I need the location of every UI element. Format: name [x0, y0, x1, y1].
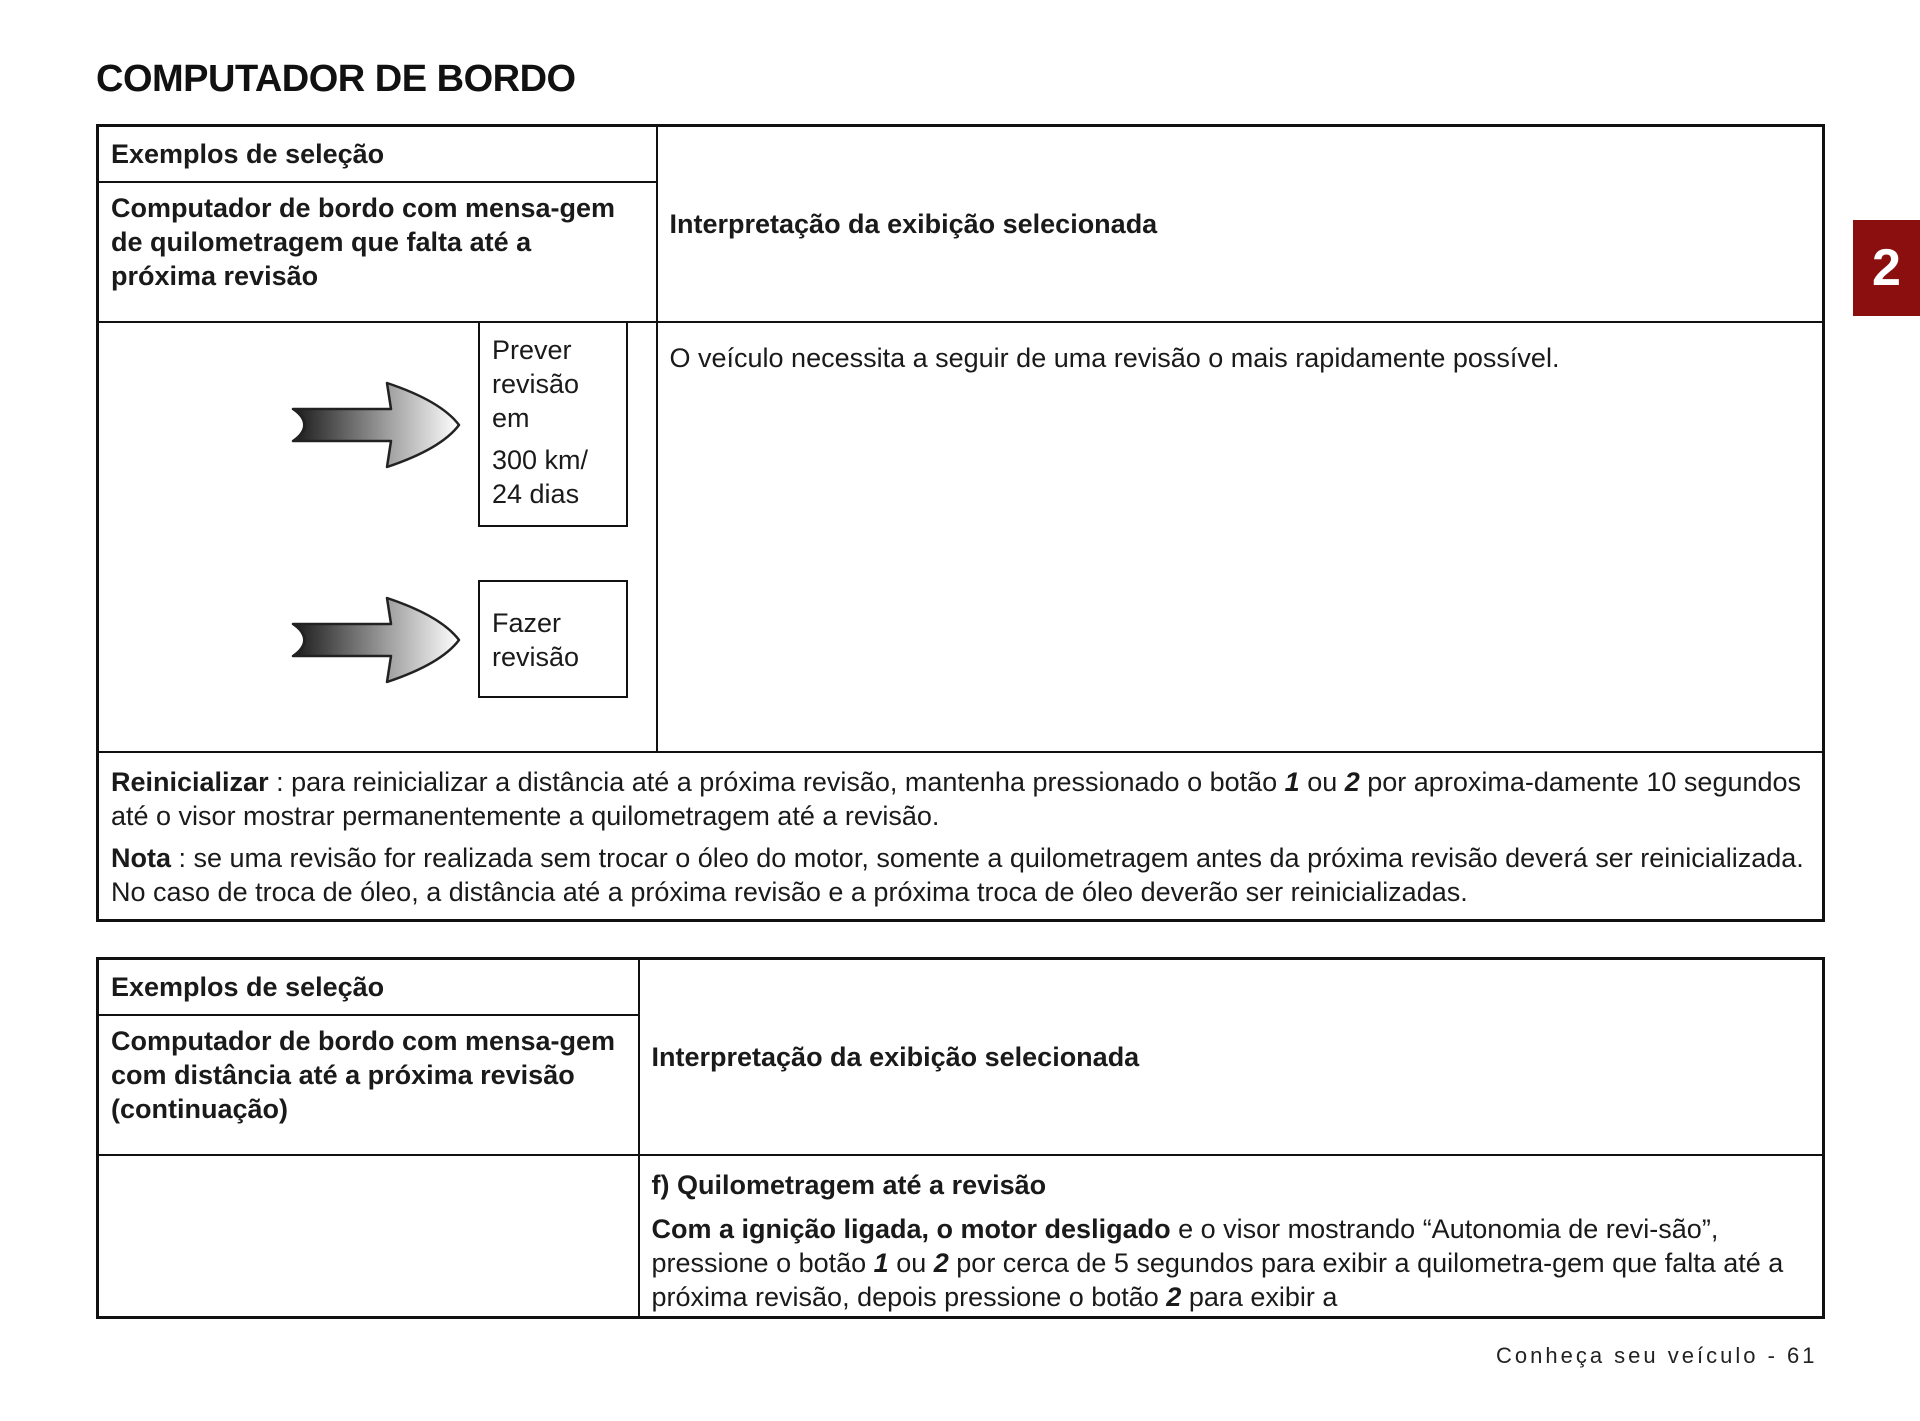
mileage-instructions: [652, 1212, 1811, 1314]
reset-paragraph: [111, 765, 1810, 833]
instr-text-1: e o visor mostrando “Autonomia de revi-são”, pressione o botão: [651, 1214, 1719, 1278]
button-ref-2b: 2: [1166, 1282, 1182, 1312]
display-examples-cell: [98, 322, 657, 752]
reset-text-2: por aproxima-damente 10 segundos até o visor mostrar permanentemente a quilometragem até a revisão.: [111, 767, 1802, 831]
button-ref-2: 2: [1344, 767, 1360, 797]
page-title: COMPUTADOR DE BORDO: [96, 58, 576, 100]
message-box-1-line1: Prever revisão em: [492, 335, 580, 433]
interpretation-text-cell: [657, 322, 1824, 752]
selection-header-cell: [98, 1015, 639, 1155]
selection-header: Computador de bordo com mensa-gem de quilometragem que falta até a próxima revisão: [111, 193, 616, 291]
button-ref-2: 2: [933, 1248, 949, 1278]
message-box-1-line2: 300 km/ 24 dias: [492, 445, 589, 509]
message-box-prever-revisao: [478, 323, 628, 527]
interpretation-header-cell: [657, 126, 1824, 323]
selection-table-1: [96, 124, 1825, 922]
message-box-2-text: Fazer revisão: [492, 608, 580, 672]
selection-table-2: [96, 957, 1825, 1319]
page-footer: Conheça seu veículo - 61: [1496, 1343, 1818, 1368]
selection-header: Computador de bordo com mensa-gem com distância até a próxima revisão (continuação): [111, 1026, 616, 1124]
button-ref-1: 1: [1284, 767, 1300, 797]
button-ref-1: 1: [873, 1248, 889, 1278]
interpretation-header: Interpretação da exibição selecionada: [651, 1042, 1140, 1072]
instr-text-2: por cerca de 5 segundos para exibir a quilometra-gem que falta até a próxima revisão, depois pressione o botão: [651, 1248, 1784, 1312]
examples-label: Exemplos de seleção: [111, 972, 385, 1002]
instr-or: ou: [888, 1248, 934, 1278]
subsection-title: f) Quilometragem até a revisão: [651, 1170, 1047, 1200]
empty-example-cell: [98, 1155, 639, 1318]
note-label: Nota: [111, 843, 171, 873]
reset-or: ou: [1299, 767, 1345, 797]
chapter-tab: 2: [1853, 220, 1920, 316]
notes-cell: [98, 752, 1824, 921]
condition-bold: Com a ignição ligada, o motor desligado: [651, 1214, 1171, 1244]
interpretation-header: Interpretação da exibição selecionada: [669, 209, 1158, 239]
mileage-section-cell: [639, 1155, 1824, 1318]
examples-label: Exemplos de seleção: [111, 139, 385, 169]
reset-text-1: : para reinicializar a distância até a próxima revisão, mantenha pressionado o botão: [268, 767, 1285, 797]
note-text: : se uma revisão for realizada sem trocar o óleo do motor, somente a quilometragem antes da próxima revisão deverá ser reinicializada. No caso de troca de óleo, a distância até a próxima revisão e a próxima troca de óleo deverão ser reinicializadas.: [111, 843, 1804, 907]
examples-label-cell: [98, 959, 639, 1016]
arrow-right-icon: [291, 594, 461, 686]
interpretation-header-cell: [639, 959, 1824, 1156]
arrow-right-icon: [291, 379, 461, 471]
message-box-fazer-revisao: [478, 580, 628, 698]
instr-text-3: para exibir a: [1181, 1282, 1338, 1312]
selection-header-cell: [98, 182, 657, 322]
examples-label-cell: [98, 126, 657, 183]
interpretation-text: O veículo necessita a seguir de uma revisão o mais rapidamente possível.: [669, 343, 1560, 373]
reset-label: Reinicializar: [111, 767, 269, 797]
note-paragraph: [111, 841, 1810, 909]
